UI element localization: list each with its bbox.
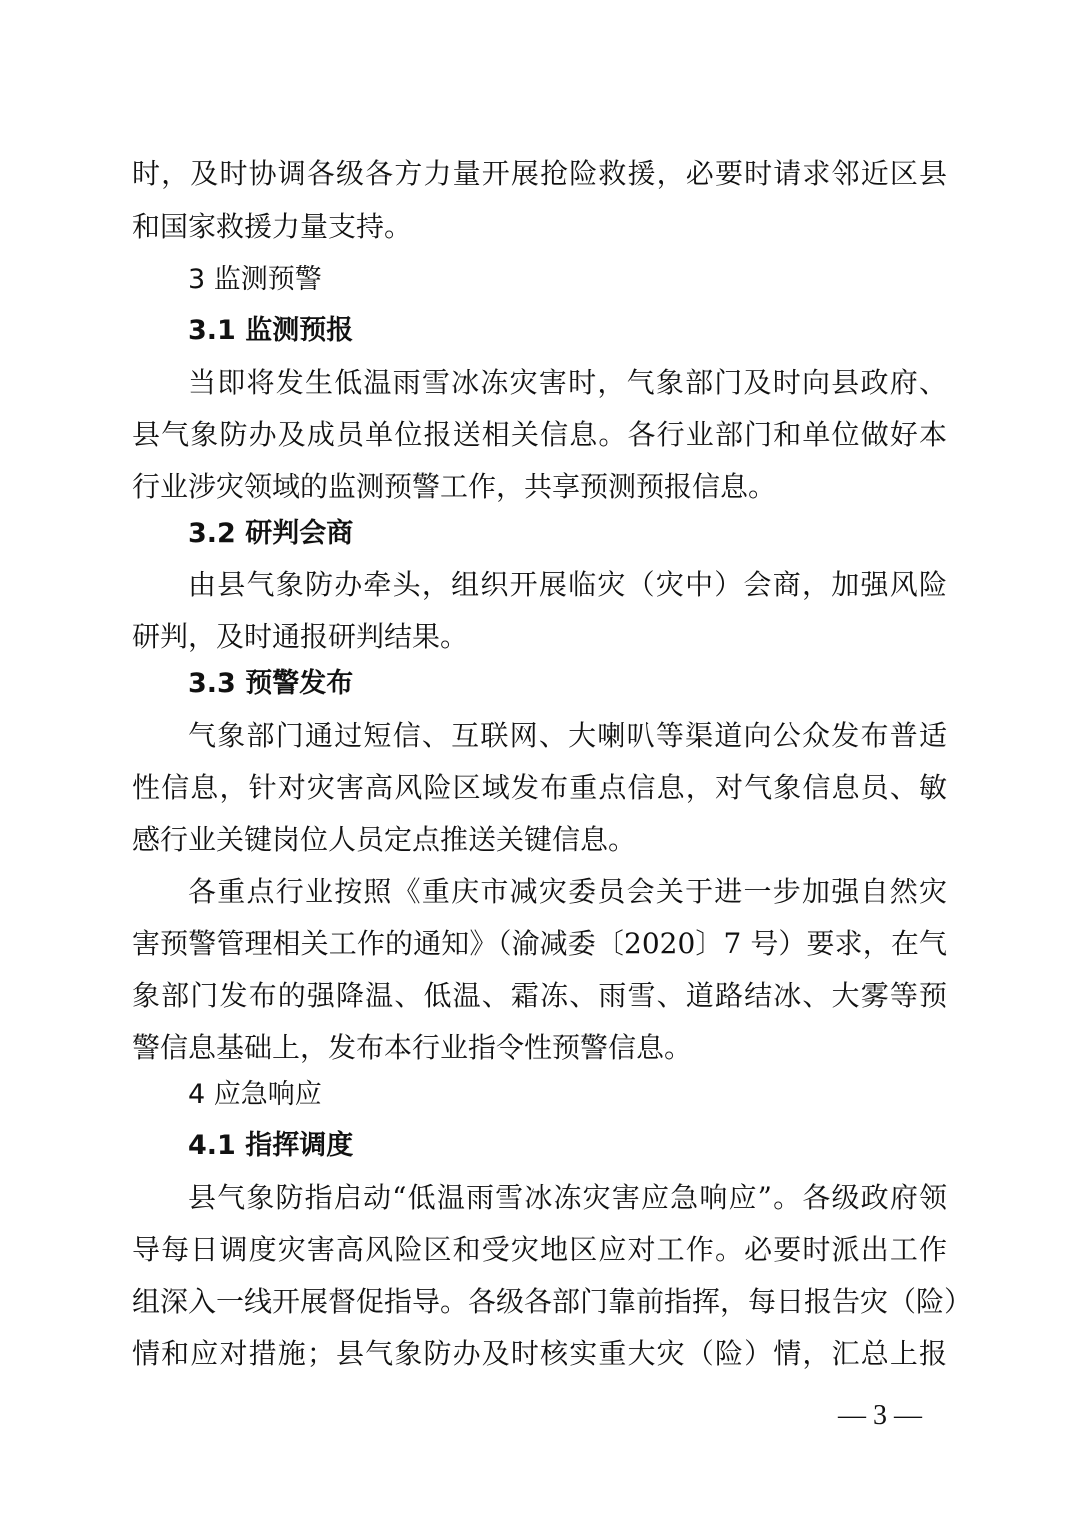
paragraph-line: 感行业关键岗位人员定点推送关键信息。 xyxy=(132,823,637,856)
paragraph-line: 情和应对措施；县气象防办及时核实重大灾（险）情，汇总上报 xyxy=(132,1337,947,1370)
paragraph-line: 县气象防指启动“低温雨雪冰冻灾害应急响应”。各级政府领 xyxy=(188,1181,947,1214)
page-number: — 3 — xyxy=(838,1400,922,1431)
paragraph-line: 气象部门通过短信、互联网、大喇叭等渠道向公众发布普适 xyxy=(188,719,947,752)
subsection-heading: 3.2 研判会商 xyxy=(188,518,354,549)
paragraph-line: 导每日调度灾害高风险区和受灾地区应对工作。必要时派出工作 xyxy=(132,1233,947,1266)
paragraph-line: 和国家救援力量支持。 xyxy=(132,210,413,243)
paragraph-line: 象部门发布的强降温、低温、霜冻、雨雪、道路结冰、大雾等预 xyxy=(132,979,947,1012)
paragraph-line: 警信息基础上，发布本行业指令性预警信息。 xyxy=(132,1031,693,1064)
paragraph-line: 当即将发生低温雨雪冰冻灾害时，气象部门及时向县政府、 xyxy=(188,366,947,399)
section-heading: 3 监测预警 xyxy=(188,264,322,295)
paragraph-line: 研判，及时通报研判结果。 xyxy=(132,620,469,653)
section-heading: 4 应急响应 xyxy=(188,1079,322,1110)
paragraph-line: 由县气象防办牵头，组织开展临灾（灾中）会商，加强风险 xyxy=(188,568,947,601)
paragraph-line: 组深入一线开展督促指导。各级各部门靠前指挥，每日报告灾（险） xyxy=(132,1285,973,1318)
subsection-heading: 4.1 指挥调度 xyxy=(188,1130,354,1161)
paragraph-line: 县气象防办及成员单位报送相关信息。各行业部门和单位做好本 xyxy=(132,418,947,451)
paragraph-line: 性信息，针对灾害高风险区域发布重点信息，对气象信息员、敏 xyxy=(132,771,947,804)
subsection-heading: 3.3 预警发布 xyxy=(188,668,354,699)
paragraph-line: 害预警管理相关工作的通知》（渝减委〔2020〕7 号）要求，在气 xyxy=(132,927,947,960)
paragraph-line: 各重点行业按照《重庆市减灾委员会关于进一步加强自然灾 xyxy=(188,875,947,908)
subsection-heading: 3.1 监测预报 xyxy=(188,315,354,346)
paragraph-line: 行业涉灾领域的监测预警工作，共享预测预报信息。 xyxy=(132,470,777,503)
paragraph-line: 时，及时协调各级各方力量开展抢险救援，必要时请求邻近区县 xyxy=(132,157,947,190)
